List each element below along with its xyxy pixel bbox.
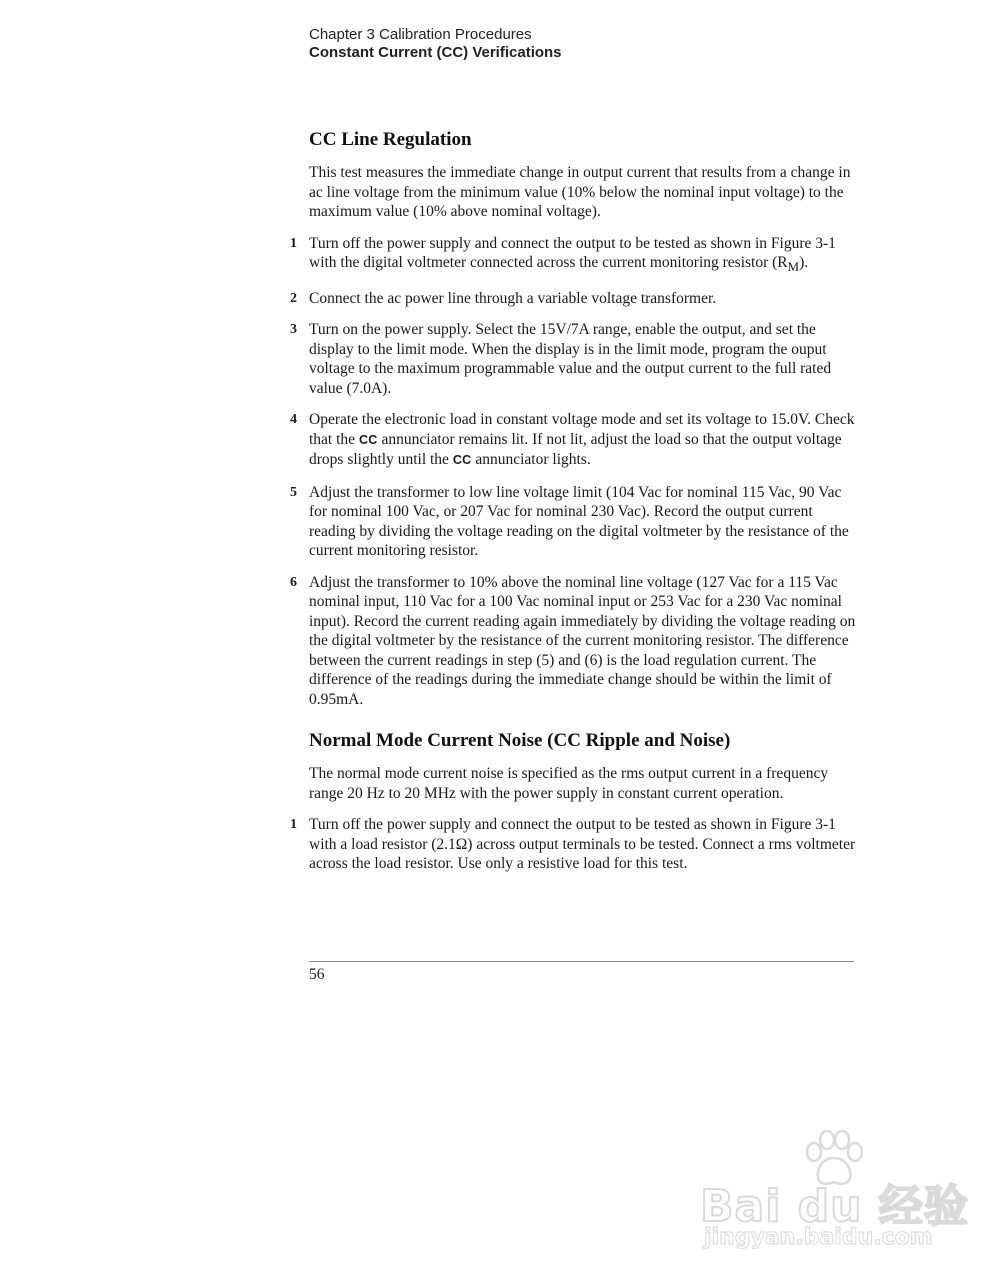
step-number: 4 xyxy=(290,412,297,428)
cc-ripple-noise-intro: The normal mode current noise is specified as the rms output current in a frequency range 20 Hz to 20 MHz with the power supply in constant current operation. xyxy=(309,765,829,802)
step-number: 5 xyxy=(290,484,297,500)
step-text: Adjust the transformer to low line voltage limit (104 Vac for nominal 115 Vac, 90 Vac for nominal 100 Vac, or 207 Vac for nominal 230 Vac). Record the output current reading by dividing the voltage reading on the digital voltmeter by the resistance of the current monitoring resistor. xyxy=(309,483,849,560)
step-number: 2 xyxy=(290,290,297,306)
step-text: Turn on the power supply. Select the 15V/7A range, enable the output, and set the display to the limit mode. When the display is in the limit mode, program the ouput voltage to the maximum programmable value and the output current to the full rated value (7.0A). xyxy=(309,321,832,397)
page-body xyxy=(290,128,857,886)
cc-line-regulation-heading: CC Line Regulation xyxy=(309,129,472,150)
step-text: Adjust the transformer to 10% above the nominal line voltage (127 Vac for a 115 Vac nominal input, 110 Vac for a 100 Vac nominal input or 253 Vac for a 230 Vac nominal input). Record the current reading again immediately by dividing the voltage reading on the digital voltmeter by the resistance of the current monitoring resistor. The difference between the current readings in step (5) and (6) is the load regulation current. The difference of the readings during the immediate change should be within the limit of 0.95mA. xyxy=(309,573,856,708)
cc-line-regulation-intro: This test measures the immediate change in output current that results from a change in ac line voltage from the minimum value (10% below the nominal input voltage) to the maximum value (10% above nominal voltage). xyxy=(309,164,851,220)
list-item xyxy=(290,410,857,471)
list-item xyxy=(290,815,857,874)
cc-ripple-noise-heading: Normal Mode Current Noise (CC Ripple and Noise) xyxy=(309,730,731,752)
cc-annunciator: CC xyxy=(358,432,378,447)
step-text: annunciator lights. xyxy=(471,451,591,469)
step-number: 3 xyxy=(290,322,297,338)
baidu-watermark xyxy=(700,1130,969,1250)
list-item xyxy=(290,289,857,309)
watermark-url: jingyan.baidu.com xyxy=(704,1225,933,1250)
step-number: 1 xyxy=(290,235,297,251)
page-number: 56 xyxy=(309,966,325,983)
cc-line-regulation-steps xyxy=(290,234,857,710)
cc-ripple-noise-steps xyxy=(290,815,857,874)
step-number: 1 xyxy=(290,817,297,833)
cc-ripple-noise-section xyxy=(290,729,857,874)
footer-divider xyxy=(309,961,854,962)
step-text: Operate the electronic load in constant voltage mode and set its voltage to 15.0V. Check that the xyxy=(309,411,855,448)
list-item xyxy=(290,573,857,710)
step-text: Turn off the power supply and connect the output to be tested as shown in Figure 3-1 with the digital voltmeter connected across the current monitoring resistor (R xyxy=(309,234,836,271)
step-text: ). xyxy=(799,254,809,271)
step-text: annunciator remains lit. If not lit, adjust the load so that the output voltage drops slightly until the xyxy=(309,430,842,469)
step-number: 6 xyxy=(290,574,297,590)
list-item xyxy=(290,483,857,561)
running-header xyxy=(309,26,562,62)
cc-annunciator: CC xyxy=(452,453,472,468)
step-text: Turn off the power supply and connect the output to be tested as shown in Figure 3-1 with a load resistor (2.1Ω) across output terminals to be tested. Connect a rms voltmeter across the load resistor. Use only a resistive load for this test. xyxy=(309,816,856,873)
list-item xyxy=(290,234,857,277)
step-text: Connect the ac power line through a variable voltage transformer. xyxy=(309,289,717,307)
watermark-brand: Bai du 经验 xyxy=(700,1181,969,1232)
list-item xyxy=(290,320,857,398)
subscript: M xyxy=(787,259,800,275)
chapter-title: Chapter 3 Calibration Procedures xyxy=(309,26,532,43)
section-title: Constant Current (CC) Verifications xyxy=(309,44,562,61)
